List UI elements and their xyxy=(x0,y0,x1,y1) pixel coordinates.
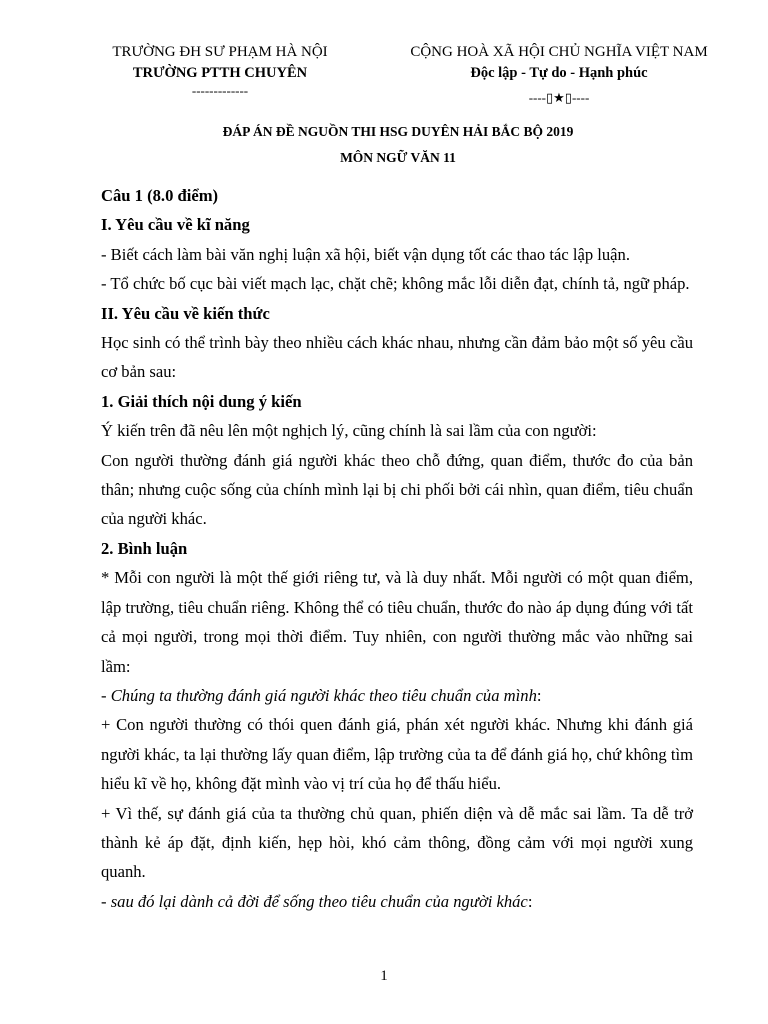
paragraph: Con người thường đánh giá người khác theo chỗ đứng, quan điểm, thước đo của bản thân; nhưng cuộc sống của chính mình lại bị chi phối bởi cái nhìn, quan điểm, tiêu chuẩn của người khác. xyxy=(101,450,693,529)
document-subtitle: MÔN NGỮ VĂN 11 xyxy=(340,150,456,165)
italic-point-text: sau đó lại dành cả đời để sống theo tiêu chuẩn của người khác xyxy=(110,891,528,911)
subsection-heading-explain: 1. Giải thích nội dung ý kiến xyxy=(101,391,302,411)
question-heading: Câu 1 (8.0 điểm) xyxy=(101,186,219,205)
university-name: TRƯỜNG ĐH SƯ PHẠM HÀ NỘI xyxy=(112,44,328,60)
paragraph-italic-point xyxy=(101,681,693,710)
paragraph: Học sinh có thể trình bày theo nhiều cách khác nhau, nhưng cần đảm bảo một số yêu cầu cơ bản sau: xyxy=(101,333,693,382)
country-name: CỘNG HOÀ XÃ HỘI CHỦ NGHĨA VIỆT NAM xyxy=(410,44,708,60)
national-motto: Độc lập - Tự do - Hạnh phúc xyxy=(470,65,648,81)
paragraph: - Biết cách làm bài văn nghị luận xã hội, biết vận dụng tốt các thao tác lập luận. xyxy=(101,244,630,264)
bullet-dash: - xyxy=(101,891,111,911)
document-title: ĐÁP ÁN ĐỀ NGUỒN THI HSG DUYÊN HẢI BẮC BỘ 2019 xyxy=(222,124,574,139)
paragraph: + Con người thường có thói quen đánh giá, phán xét người khác. Nhưng khi đánh giá người khác, ta lại thường lấy quan điểm, lập trường của ta để đánh giá họ, chứ không tìm hiểu kĩ về họ, không đặt mình vào vị trí của họ để thấu hiểu. xyxy=(101,715,693,794)
colon: : xyxy=(527,891,533,911)
document-body xyxy=(101,181,693,916)
school-name: TRƯỜNG PTTH CHUYÊN xyxy=(132,65,308,81)
section-heading-skills: I. Yêu cầu về kĩ năng xyxy=(101,215,250,235)
section-heading-knowledge: II. Yêu cầu về kiến thức xyxy=(101,303,270,323)
subsection-heading-discuss: 2. Bình luận xyxy=(101,538,188,558)
bullet-dash: - xyxy=(101,685,111,705)
paragraph: - Tổ chức bố cục bài viết mạch lạc, chặt chẽ; không mắc lỗi diễn đạt, chính tả, ngữ pháp. xyxy=(101,274,690,294)
paragraph: * Mỗi con người là một thế giới riêng tư, và là duy nhất. Mỗi người có một quan điểm, lập trường, tiêu chuẩn riêng. Không thể có tiêu chuẩn, thước đo nào áp dụng đúng với tất cả mọi người, trong mọi thời điểm. Tuy nhiên, con người thường mắc vào những sai lầm: xyxy=(101,568,693,676)
header-right-separator: ----▯★▯---- xyxy=(528,90,590,105)
paragraph: Ý kiến trên đã nêu lên một nghịch lý, cũng chính là sai lầm của con người: xyxy=(101,421,597,441)
paragraph: + Vì thế, sự đánh giá của ta thường chủ quan, phiến diện và dễ mắc sai lầm. Ta dễ trở thành kẻ áp đặt, định kiến, hẹp hòi, khó cảm thông, đồng cảm với mọi người xung quanh. xyxy=(101,803,693,882)
italic-point-text: Chúng ta thường đánh giá người khác theo tiêu chuẩn của mình xyxy=(110,685,537,705)
colon: : xyxy=(536,685,542,705)
header-left xyxy=(100,42,340,100)
header-left-separator: ------------- xyxy=(191,83,249,98)
paragraph-italic-point xyxy=(101,887,693,916)
page-number: 1 xyxy=(380,968,388,984)
header-right xyxy=(398,42,720,112)
